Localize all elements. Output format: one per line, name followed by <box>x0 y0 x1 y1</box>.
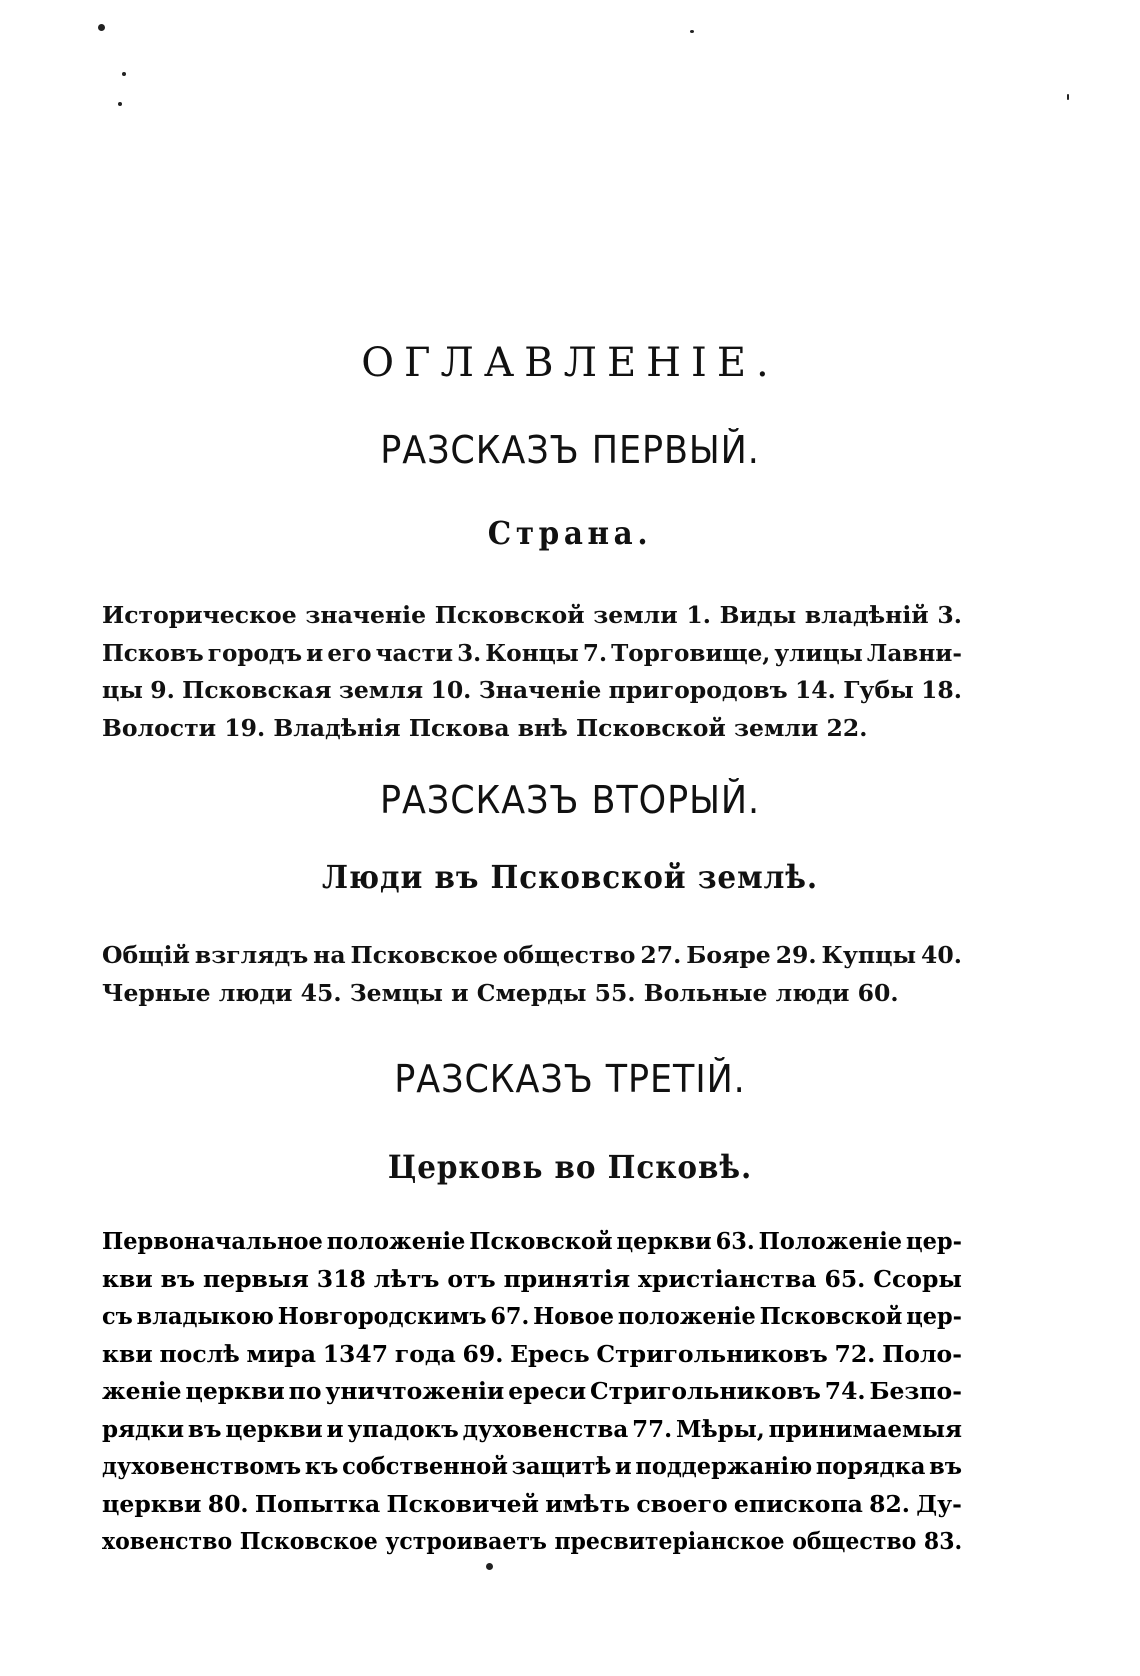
story-1-subtitle: Страна. <box>487 514 653 552</box>
ink-speck <box>98 24 105 31</box>
contents-line: церкви 80. Попытка Псковичей имѣть своего епископа 82. Ду- <box>102 1489 962 1518</box>
story-3-subtitle: Церковь во Псковѣ. <box>387 1148 753 1186</box>
story-1-contents <box>102 597 962 747</box>
contents-line: духовенствомъ къ собственной защитѣ и поддержанію порядка въ <box>102 1452 962 1480</box>
ink-speck <box>486 1563 493 1570</box>
ink-speck <box>118 102 122 106</box>
story-2-heading: РАЗСКАЗЪ ВТОРЫЙ. <box>380 778 760 822</box>
ink-speck <box>122 72 126 76</box>
contents-line: Историческое значеніе Псковской земли 1. Виды владѣній 3. <box>102 601 962 629</box>
contents-line: Волости 19. Владѣнія Пскова внѣ Псковской земли 22. <box>102 713 868 742</box>
story-1-heading: РАЗСКАЗЪ ПЕРВЫЙ. <box>380 428 760 472</box>
contents-line: Псковъ городъ и его части 3. Концы 7. Торговище, улицы Лавни- <box>102 638 962 667</box>
story-2-contents <box>102 937 962 1012</box>
contents-line: Общій взглядъ на Псковское общество 27. Бояре 29. Купцы 40. <box>102 941 962 969</box>
contents-line: рядки въ церкви и упадокъ духовенства 77. Мѣры, принимаемыя <box>102 1414 962 1443</box>
contents-line: женіе церкви по уничтоженіи ереси Стригольниковъ 74. Безпо- <box>102 1377 962 1405</box>
contents-line: Первоначальное положеніе Псковской церкви 63. Положеніе цер- <box>102 1227 962 1255</box>
table-of-contents-title: ОГЛАВЛЕНІЕ. <box>361 340 779 386</box>
contents-line: Черные люди 45. Земцы и Смерды 55. Вольные люди 60. <box>102 978 899 1007</box>
contents-line: цы 9. Псковская земля 10. Значеніе пригородовъ 14. Губы 18. <box>102 676 962 704</box>
contents-line: кви послѣ мира 1347 года 69. Ересь Стригольниковъ 72. Поло- <box>102 1339 962 1368</box>
story-2-subtitle: Люди въ Псковской землѣ. <box>321 858 819 896</box>
story-3-heading: РАЗСКАЗЪ ТРЕТІЙ. <box>394 1057 746 1101</box>
story-3-contents <box>102 1223 962 1561</box>
ink-speck <box>690 30 694 33</box>
contents-line: кви въ первыя 318 лѣтъ отъ принятія христіанства 65. Ссоры <box>102 1264 962 1293</box>
ink-speck <box>1067 94 1069 100</box>
contents-line: ховенство Псковское устроиваетъ пресвитеріанское общество 83. <box>102 1527 963 1555</box>
contents-line: съ владыкою Новгородскимъ 67. Новое положеніе Псковской цер- <box>102 1302 962 1330</box>
